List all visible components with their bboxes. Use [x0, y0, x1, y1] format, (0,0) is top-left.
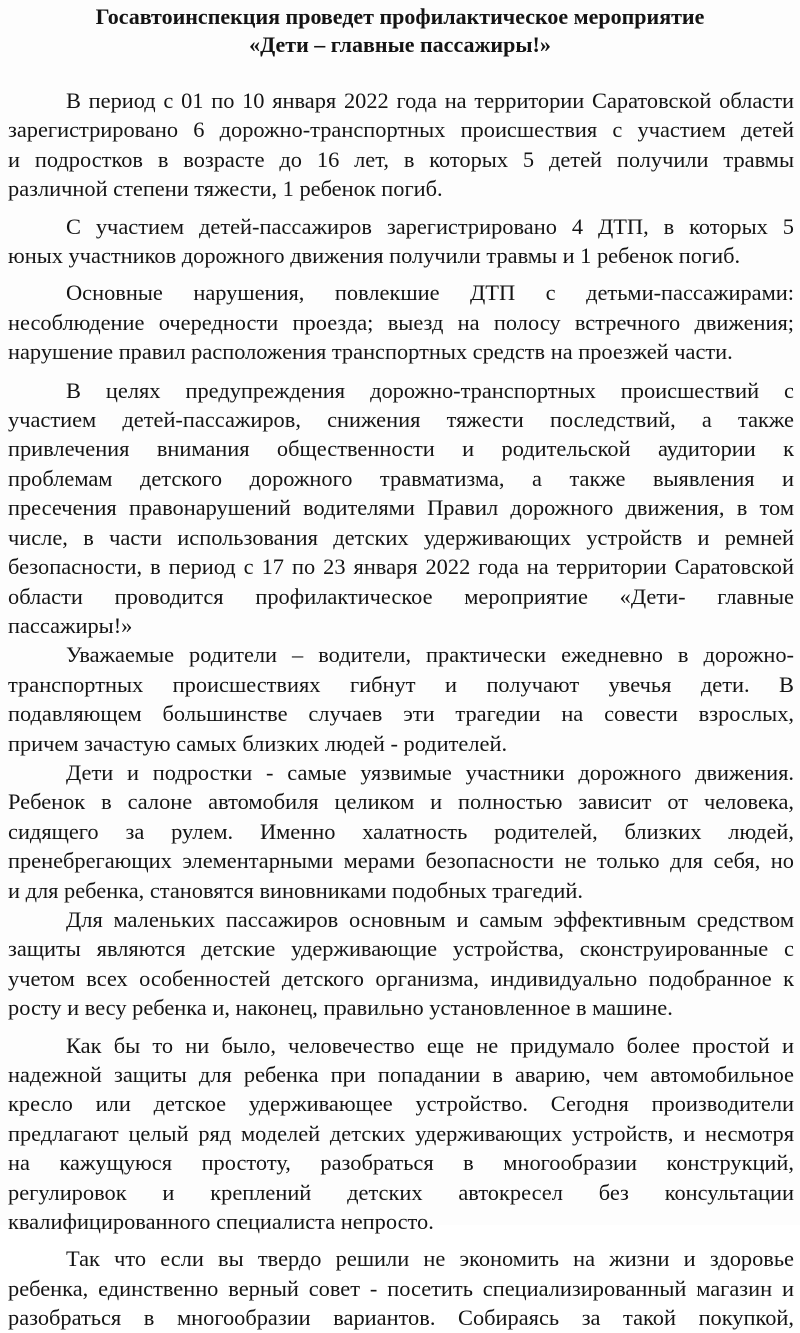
title-line-2: «Дети – главные пассажиры!»	[249, 32, 551, 57]
paragraph-line: Ребенок в салоне автомобиля целиком и полностью зависит от человека,	[8, 789, 794, 815]
paragraph-line: области проводится профилактическое мероприятие «Дети- главные	[8, 583, 794, 609]
paragraph-line: регулировок и креплений детских автокресел без консультации	[8, 1179, 794, 1205]
paragraph-line: учетом всех особенностей детского организма, индивидуально подобранное к	[8, 965, 794, 991]
paragraph-line: ребенка, единственно верный совет - посетить специализированный магазин и	[8, 1275, 794, 1301]
paragraph-line: пассажиры!»	[8, 612, 133, 638]
document-body	[8, 86, 794, 1333]
paragraph-line: проблемам детского дорожного травматизма, а также выявления и	[8, 465, 794, 491]
paragraph-line: защиты являются детские удерживающие устройства, сконструированные с	[8, 936, 794, 962]
paragraph-line: подавляющем большинстве случаев эти трагедии на совести взрослых,	[8, 701, 794, 727]
paragraph-4	[8, 376, 794, 641]
title-line-1: Госавтоинспекция проведет профилактическое мероприятие	[95, 4, 705, 29]
paragraph-line: нарушение правил расположения транспортных средств на проезжей части.	[8, 339, 733, 365]
paragraph-line: сидящего за рулем. Именно халатность родителей, близких людей,	[8, 818, 794, 844]
paragraph-line: юных участников дорожного движения получили травмы и 1 ребенок погиб.	[8, 243, 741, 269]
paragraph-line: разобраться в многообразии вариантов. Собираясь за такой покупкой,	[8, 1305, 794, 1331]
paragraph-line: Основные нарушения, повлекшие ДТП с детьми-пассажирами:	[66, 280, 794, 306]
paragraph-line: квалифицированного специалиста непросто.	[8, 1209, 434, 1235]
paragraph-line: числе, в части использования детских удерживающих устройств и ремней	[8, 524, 794, 550]
paragraph-line: несоблюдение очередности проезда; выезд на полосу встречного движения;	[8, 309, 794, 335]
paragraph-line: кресло или детское удерживающее устройство. Сегодня производители	[8, 1091, 794, 1117]
paragraph-5	[8, 640, 794, 758]
paragraph-line: и подростков в возрасте до 16 лет, в которых 5 детей получили травмы	[8, 146, 794, 172]
paragraph-line: пресечения правонарушений водителями Правил дорожного движения, в том	[8, 495, 794, 521]
paragraph-line: Дети и подростки - самые уязвимые участники дорожного движения.	[66, 759, 794, 785]
paragraph-line: безопасности, в период с 17 по 23 января 2022 года на территории Саратовской	[8, 554, 794, 580]
paragraph-6	[8, 758, 794, 905]
paragraph-3	[8, 278, 794, 366]
paragraph-line: В целях предупреждения дорожно-транспортных происшествий с	[66, 377, 794, 403]
paragraph-line: различной степени тяжести, 1 ребенок погиб.	[8, 176, 443, 202]
document-title	[0, 3, 800, 59]
paragraph-line: Уважаемые родители – водители, практически ежедневно в дорожно-	[66, 642, 794, 668]
paragraph-1	[8, 86, 794, 204]
paragraph-line: зарегистрировано 6 дорожно-транспортных происшествия с участием детей	[8, 117, 794, 143]
paragraph-line: и для ребенка, становятся виновниками подобных трагедий.	[8, 877, 583, 903]
paragraph-line: Как бы то ни было, человечество еще не придумало более простой и	[66, 1032, 794, 1058]
paragraph-line: надежной защиты для ребенка при попадании в аварию, чем автомобильное	[8, 1062, 794, 1087]
paragraph-line: С участием детей-пассажиров зарегистрировано 4 ДТП, в которых 5	[66, 213, 794, 239]
paragraph-line: В период с 01 по 10 января 2022 года на территории Саратовской области	[66, 88, 794, 113]
paragraph-line: Для маленьких пассажиров основным и самым эффективным средством	[66, 906, 794, 932]
paragraph-line: участием детей-пассажиров, снижения тяжести последствий, а также	[8, 407, 794, 433]
paragraph-line: на кажущуюся простоту, разобраться в многообразии конструкций,	[8, 1150, 794, 1176]
paragraph-line: Так что если вы твердо решили не экономить на жизни и здоровье	[66, 1246, 794, 1272]
paragraph-line: привлечения внимания общественности и родительской аудитории к	[8, 436, 794, 462]
paragraph-9	[8, 1244, 794, 1332]
paragraph-line: пренебрегающих элементарными мерами безопасности не только для себя, но	[8, 848, 794, 874]
paragraph-line: причем зачастую самых близких людей - родителей.	[8, 730, 508, 756]
paragraph-8	[8, 1031, 794, 1237]
paragraph-2	[8, 212, 794, 271]
paragraph-line: предлагают целый ряд моделей детских удерживающих устройств, и несмотря	[8, 1120, 794, 1146]
paragraph-line: росту и весу ребенка и, наконец, правильно установленное в машине.	[8, 995, 673, 1021]
paragraph-7	[8, 905, 794, 1023]
paragraph-line: транспортных происшествиях гибнут и получают увечья дети. В	[8, 671, 794, 697]
